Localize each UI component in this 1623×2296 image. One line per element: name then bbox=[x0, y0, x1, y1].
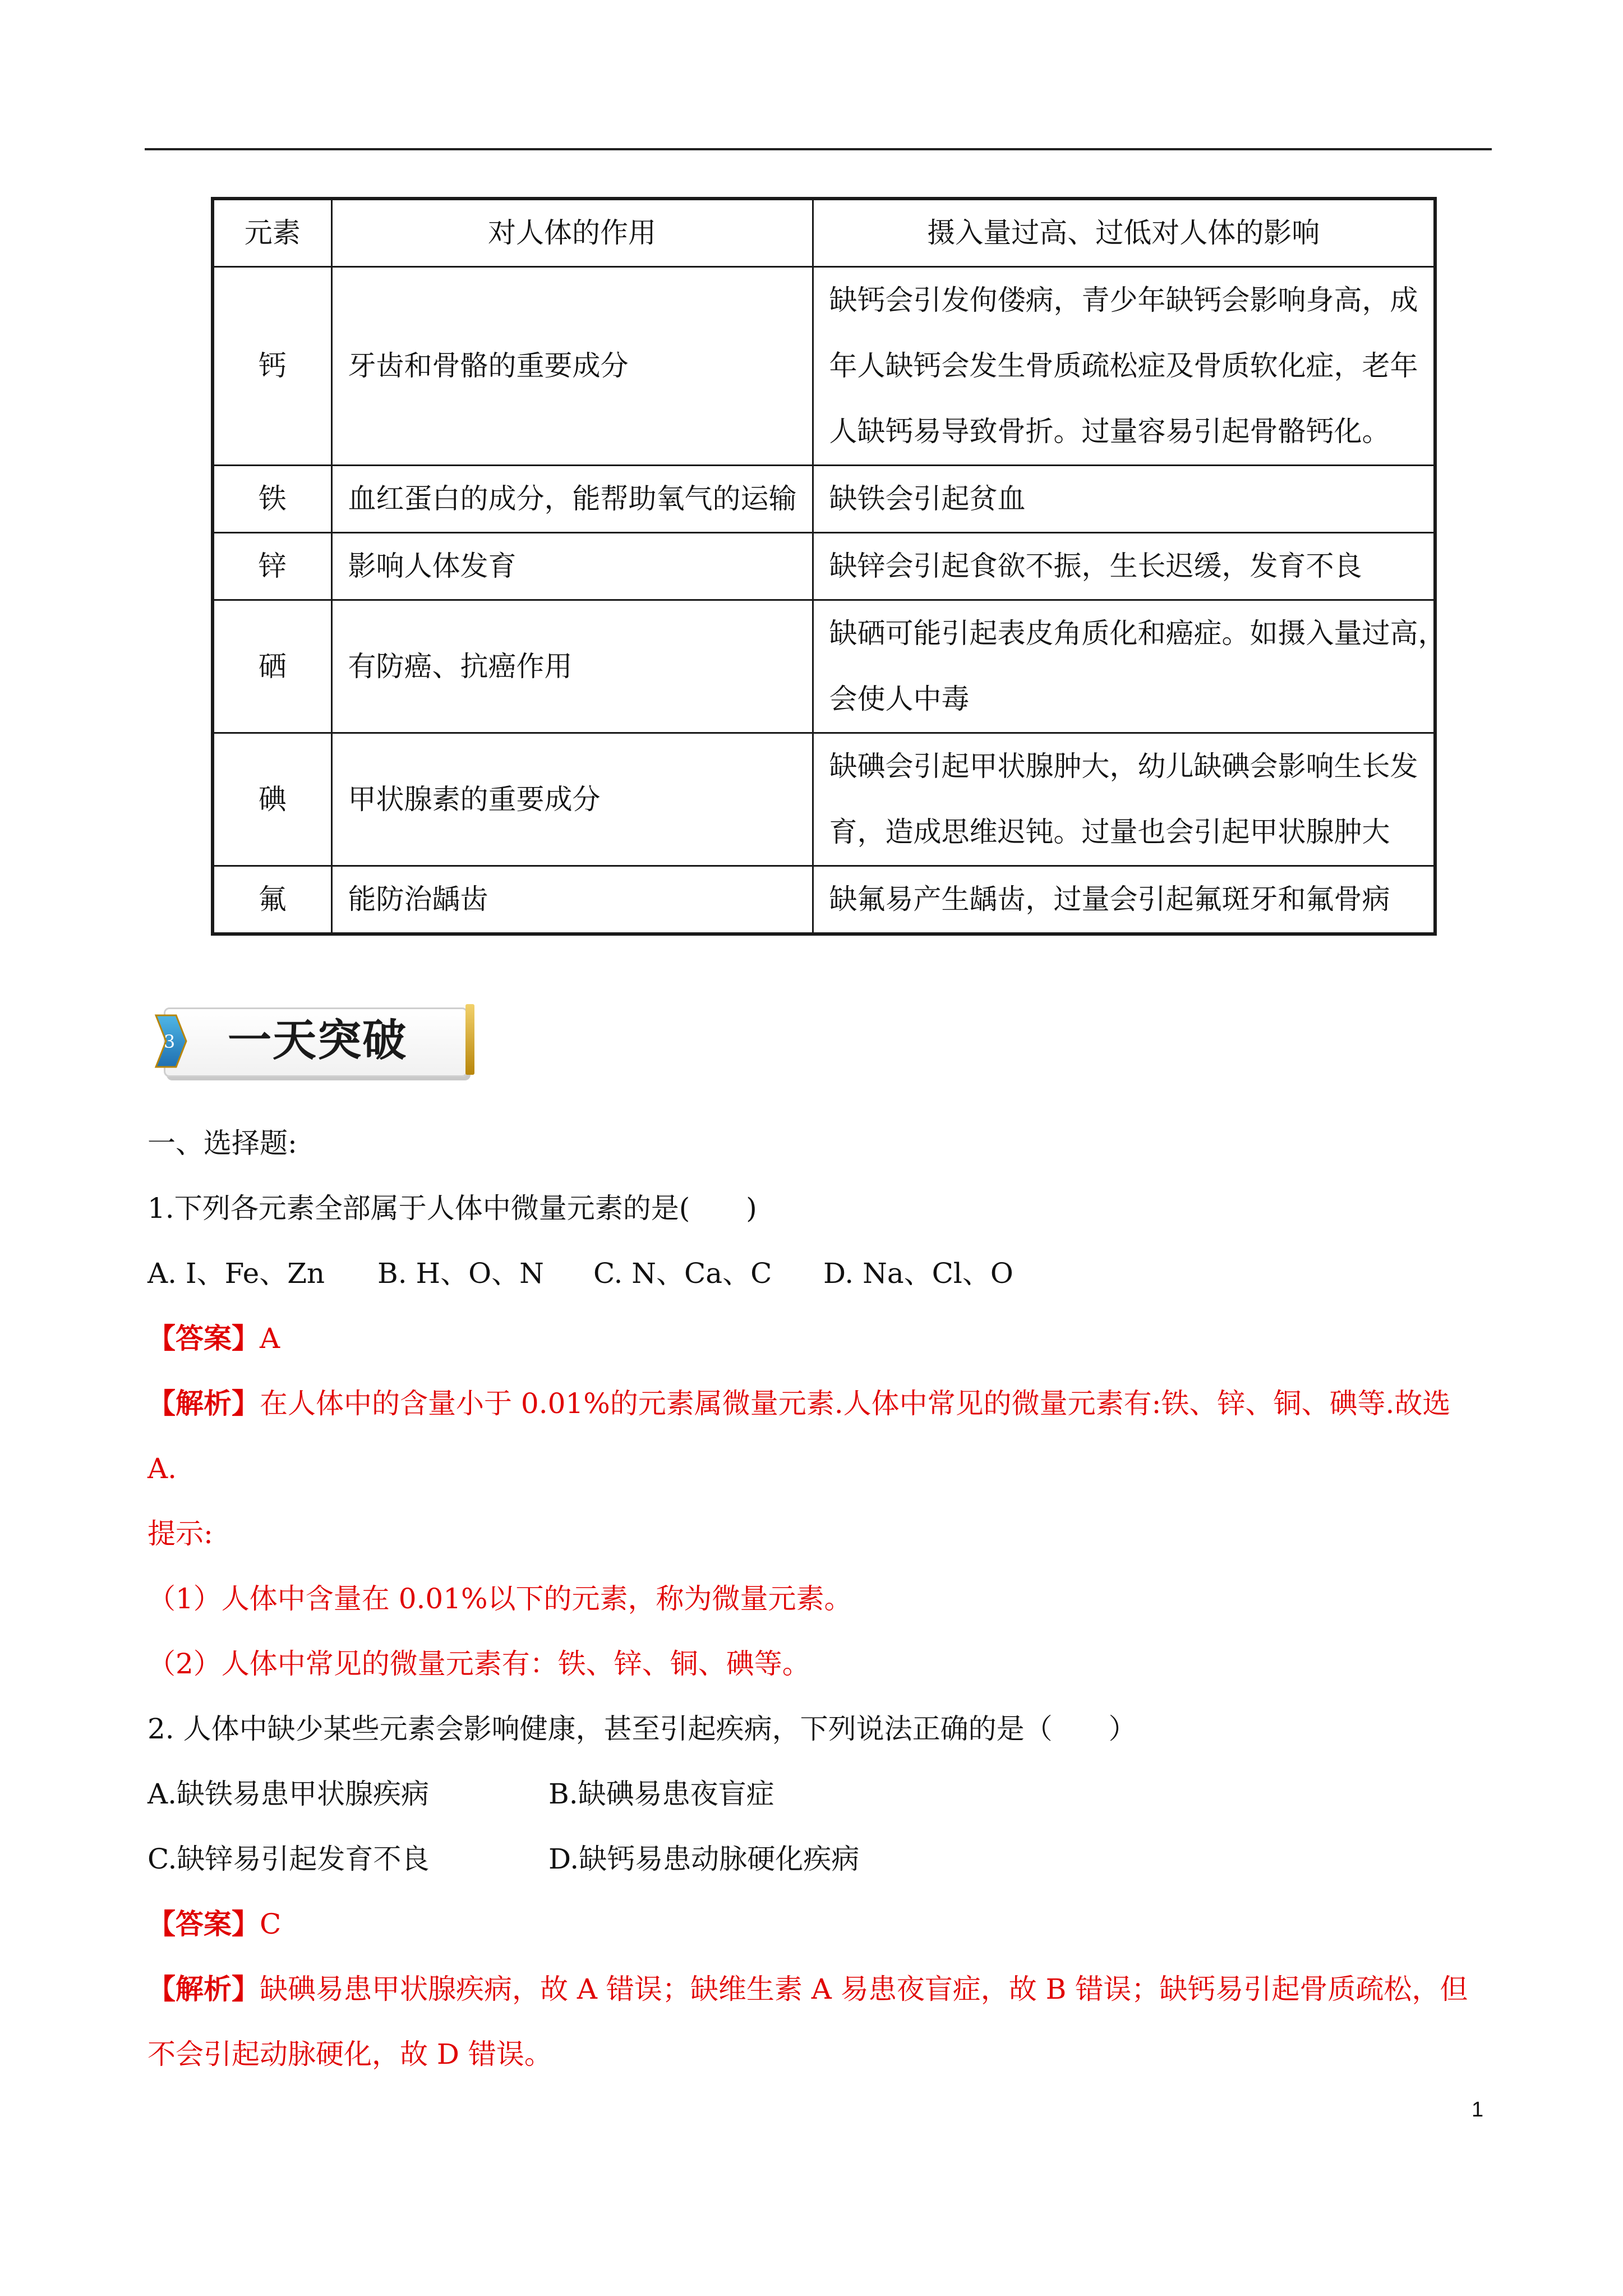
q2-option-a: A.缺铁易患甲状腺疾病 bbox=[147, 1778, 430, 1810]
q2-analysis-line-2: 不会引起动脉硬化，故 D 错误。 bbox=[147, 2038, 552, 2070]
question-2-stem: 2. 人体中缺少某些元素会影响健康，甚至引起疾病，下列说法正确的是（ ） bbox=[147, 1713, 1137, 1745]
effect-cell bbox=[813, 533, 1435, 600]
analysis-text: 在人体中的含量小于 0.01%的元素属微量元素.人体中常见的微量元素有:铁、锌、铜、碘等.故选 bbox=[260, 1387, 1451, 1420]
table-row-fluorine bbox=[213, 866, 1435, 935]
effect-line: 育，造成思维迟钝。过量也会引起甲状腺肿大 bbox=[829, 816, 1390, 848]
element-cell: 钙 bbox=[213, 267, 331, 466]
q2-option-d: D.缺钙易患动脉硬化疾病 bbox=[548, 1843, 860, 1875]
effect-line: 缺碘会引起甲状腺肿大，幼儿缺碘会影响生长发 bbox=[829, 750, 1418, 783]
function-cell: 有防癌、抗癌作用 bbox=[331, 600, 813, 733]
section-title: 一天突破 bbox=[228, 1015, 408, 1066]
section-heading: 一、选择题: bbox=[147, 1127, 297, 1159]
q1-option-d: D. Na、Cl、O bbox=[823, 1257, 1013, 1290]
trace-elements-table bbox=[211, 197, 1446, 936]
effect-cell bbox=[813, 733, 1435, 866]
question-2-options-row-2 bbox=[147, 1842, 1269, 1876]
answer-value: A bbox=[260, 1322, 280, 1355]
banner-gold-edge bbox=[465, 1004, 474, 1075]
answer-label: 【答案】 bbox=[147, 1907, 260, 1940]
q1-option-a: A. I、Fe、Zn bbox=[147, 1257, 325, 1290]
effect-line: 缺钙会引发佝偻病，青少年缺钙会影响身高，成 bbox=[829, 284, 1418, 316]
q2-analysis-line-1 bbox=[147, 1972, 1468, 2006]
table-row-selenium bbox=[213, 600, 1435, 733]
q1-tip-2: （2）人体中常见的微量元素有：铁、锌、铜、碘等。 bbox=[147, 1648, 810, 1680]
element-cell: 铁 bbox=[213, 466, 331, 533]
effect-line: 年人缺钙会发生骨质疏松症及骨质软化症，老年 bbox=[829, 349, 1418, 382]
q1-option-b: B. H、O、N bbox=[377, 1257, 544, 1290]
q2-answer bbox=[147, 1907, 281, 1941]
effect-line: 缺氟易产生龋齿，过量会引起氟斑牙和氟骨病 bbox=[829, 883, 1390, 915]
effect-line: 缺硒可能引起表皮角质化和癌症。如摄入量过高， bbox=[829, 617, 1446, 650]
function-cell: 血红蛋白的成分，能帮助氧气的运输 bbox=[331, 466, 813, 533]
analysis-text: 缺碘易患甲状腺疾病，故 A 错误；缺维生素 A 易患夜盲症，故 B 错误；缺钙易引起骨质疏松，但 bbox=[260, 1973, 1468, 2005]
table-row-iodine bbox=[213, 733, 1435, 866]
q1-answer bbox=[147, 1322, 280, 1355]
question-1-options bbox=[147, 1257, 1269, 1290]
question-2-options-row-1 bbox=[147, 1777, 1269, 1811]
q1-tip-label: 提示: bbox=[147, 1517, 213, 1550]
function-cell: 甲状腺素的重要成分 bbox=[331, 733, 813, 866]
banner-badge-icon bbox=[154, 1014, 187, 1068]
element-cell: 碘 bbox=[213, 733, 331, 866]
banner-badge-number: 3 bbox=[163, 1031, 176, 1052]
element-cell: 硒 bbox=[213, 600, 331, 733]
q2-option-b: B.缺碘易患夜盲症 bbox=[548, 1778, 774, 1810]
element-cell: 氟 bbox=[213, 866, 331, 935]
effect-cell bbox=[813, 466, 1435, 533]
table-row-calcium bbox=[213, 267, 1435, 466]
element-cell: 锌 bbox=[213, 533, 331, 600]
effect-cell bbox=[813, 600, 1446, 733]
effect-cell bbox=[813, 866, 1435, 935]
header-rule bbox=[145, 148, 1492, 150]
effect-line: 人缺钙易导致骨折。过量容易引起骨骼钙化。 bbox=[829, 415, 1390, 448]
q1-tip-1: （1）人体中含量在 0.01%以下的元素，称为微量元素。 bbox=[147, 1582, 852, 1615]
q2-option-c: C.缺锌易引起发育不良 bbox=[147, 1843, 430, 1875]
table-row-iron bbox=[213, 466, 1435, 533]
header-effect: 摄入量过高、过低对人体的影响 bbox=[813, 199, 1435, 267]
effect-line: 缺铁会引起贫血 bbox=[829, 482, 1026, 515]
header-element: 元素 bbox=[213, 199, 331, 267]
effect-cell bbox=[813, 267, 1435, 466]
answer-label: 【答案】 bbox=[147, 1322, 260, 1355]
q1-analysis-line-1 bbox=[147, 1387, 1450, 1420]
effect-line: 缺锌会引起食欲不振，生长迟缓，发育不良 bbox=[829, 550, 1362, 582]
header-function: 对人体的作用 bbox=[331, 199, 813, 267]
function-cell: 牙齿和骨骼的重要成分 bbox=[331, 267, 813, 466]
effect-line: 会使人中毒 bbox=[829, 683, 970, 715]
q1-analysis-line-2: A. bbox=[147, 1452, 177, 1485]
function-cell: 能防治龋齿 bbox=[331, 866, 813, 935]
analysis-label: 【解析】 bbox=[147, 1972, 260, 2005]
q1-option-c: C. N、Ca、C bbox=[593, 1257, 772, 1290]
page-number: 1 bbox=[1472, 2098, 1484, 2122]
table-header-row bbox=[213, 199, 1435, 267]
analysis-label: 【解析】 bbox=[147, 1387, 260, 1420]
function-cell: 影响人体发育 bbox=[331, 533, 813, 600]
table-row-zinc bbox=[213, 533, 1435, 600]
answer-value: C bbox=[260, 1908, 282, 1940]
section-banner bbox=[154, 1000, 474, 1084]
question-1-stem: 1.下列各元素全部属于人体中微量元素的是( ) bbox=[147, 1192, 757, 1225]
